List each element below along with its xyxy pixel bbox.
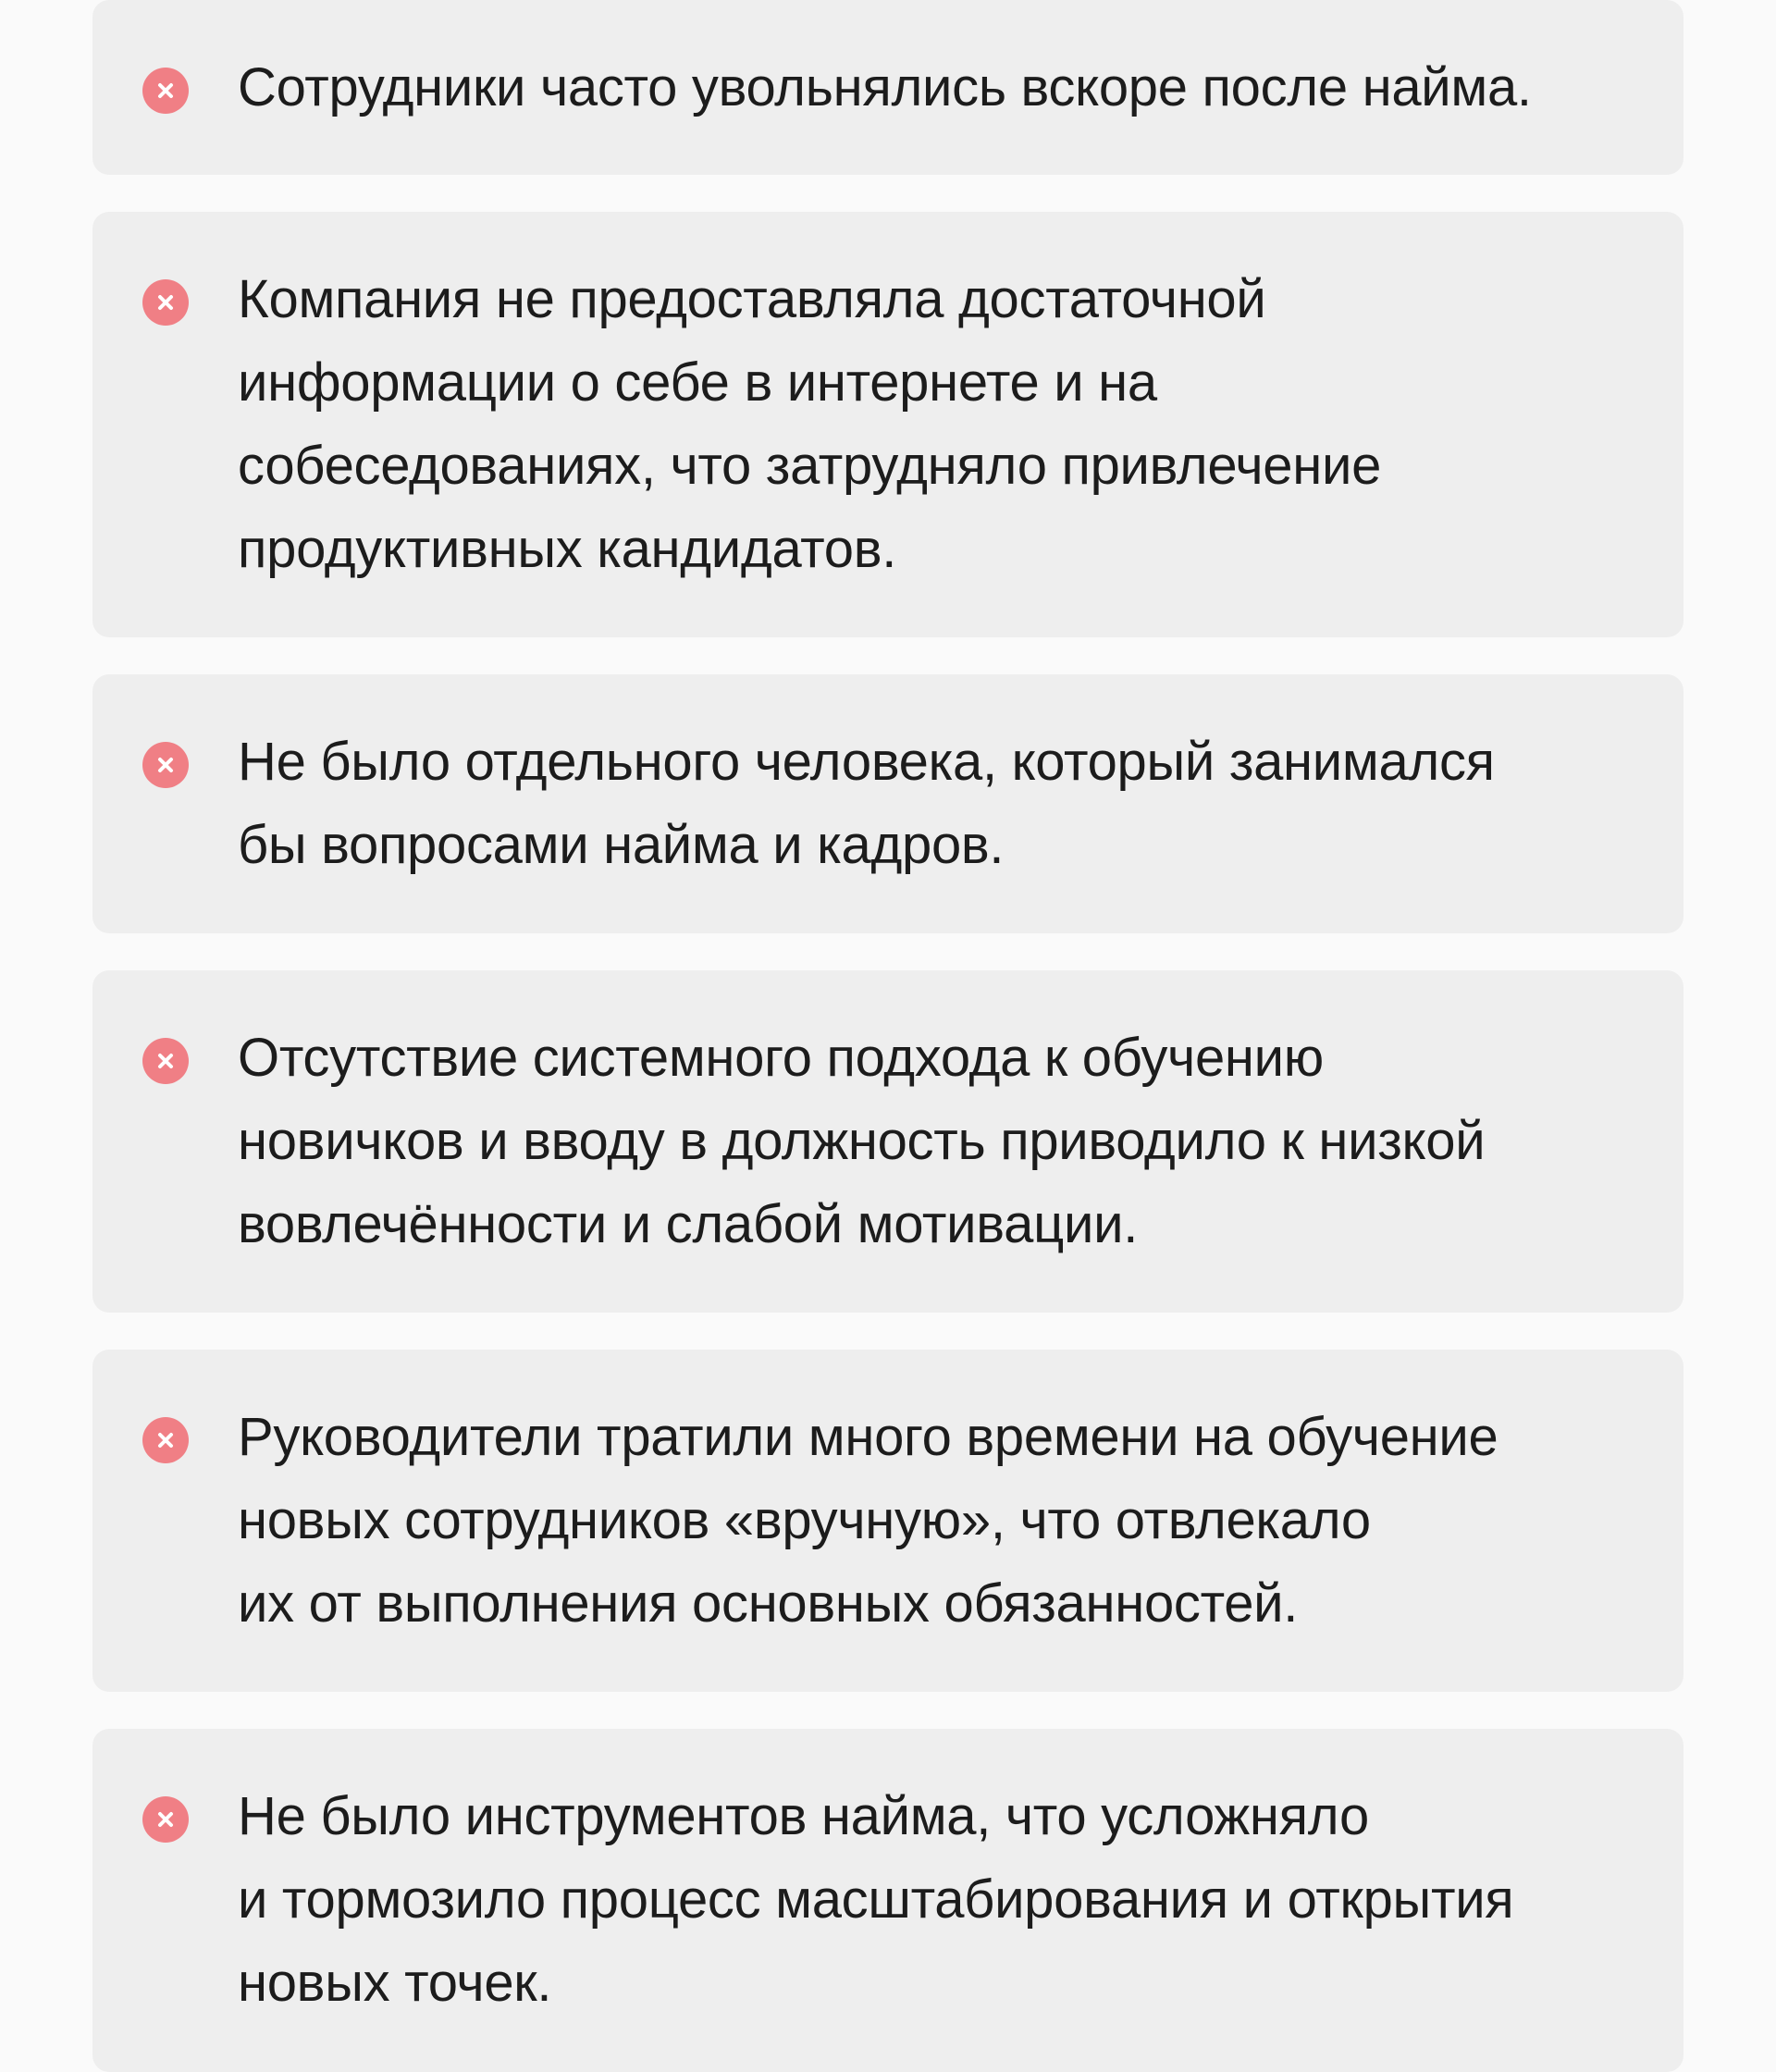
problem-card <box>92 1729 1684 2072</box>
x-circle-icon <box>142 1038 189 1084</box>
x-circle-icon <box>142 742 189 788</box>
problem-text: Сотрудники часто увольнялись вскоре после найма. <box>238 57 1532 117</box>
problem-card <box>92 1350 1684 1692</box>
x-circle-icon <box>142 1796 189 1843</box>
problem-text: Отсутствие системного подхода к обучению новичков и вводу в должность приводило к низкой вовлечённости и слабой мотивации. <box>238 1028 1486 1254</box>
problem-card <box>92 674 1684 933</box>
x-circle-icon <box>142 68 189 114</box>
problem-card <box>92 0 1684 175</box>
x-circle-icon <box>142 279 189 326</box>
problem-text: Не было инструментов найма, что усложняло и тормозило процесс масштабирования и открытия новых точек. <box>238 1786 1514 2013</box>
problem-text: Руководители тратили много времени на обучение новых сотрудников «вручную», что отвлекало их от выполнения основных обязанностей. <box>238 1407 1498 1634</box>
problem-card <box>92 212 1684 637</box>
x-circle-icon <box>142 1417 189 1463</box>
problems-list <box>92 0 1684 2072</box>
problem-text: Компания не предоставляла достаточной информации о себе в интернете и на собеседованиях, что затрудняло привлечение продуктивных кандидатов. <box>238 269 1382 579</box>
problem-text: Не было отдельного человека, который занимался бы вопросами найма и кадров. <box>238 732 1495 875</box>
problem-card <box>92 970 1684 1313</box>
